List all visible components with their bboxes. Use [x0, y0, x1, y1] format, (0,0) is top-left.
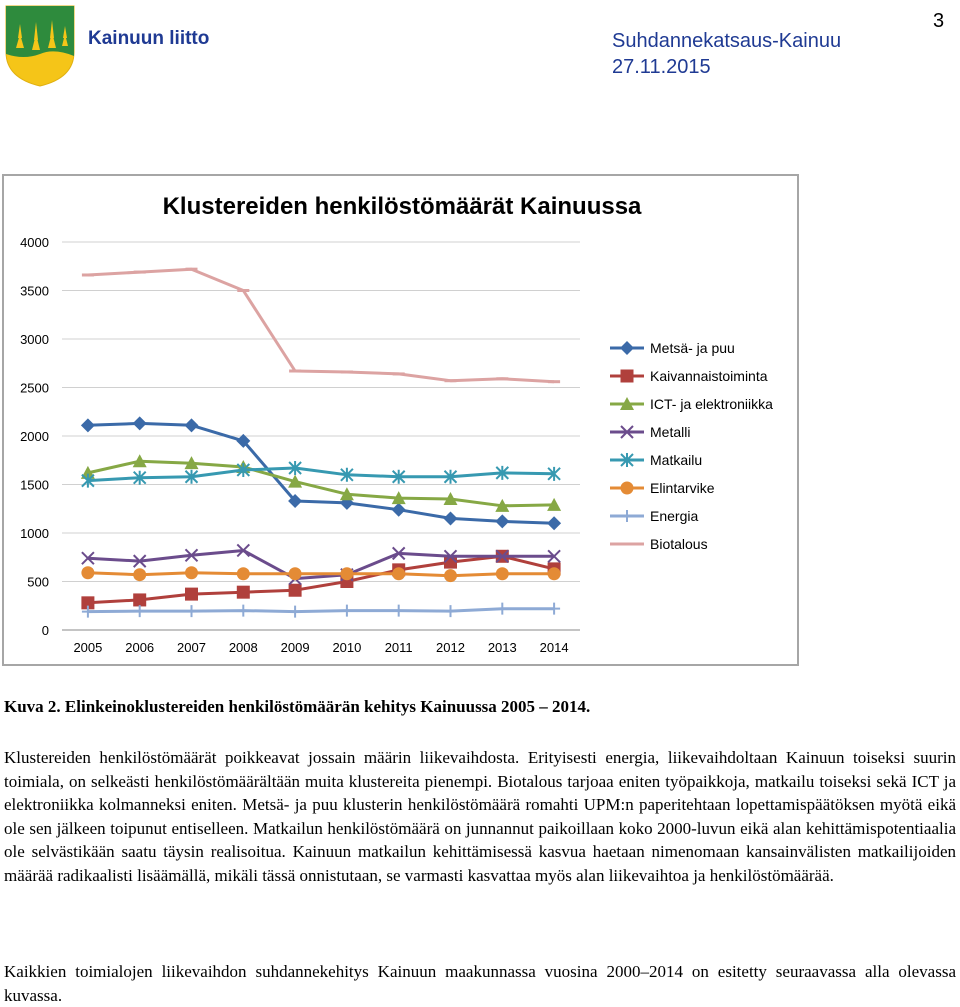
data-point-1-3 [237, 586, 250, 599]
coat-of-arms-logo [4, 4, 76, 88]
data-point-5-7 [444, 569, 457, 582]
data-point-6-8 [496, 603, 508, 615]
data-point-6-3 [237, 605, 249, 617]
data-point-6-1 [134, 605, 146, 617]
legend-marker-6 [621, 510, 633, 522]
x-tick-label: 2010 [332, 640, 362, 655]
data-point-6-2 [186, 605, 198, 617]
data-point-5-0 [81, 566, 94, 579]
line-chart [4, 176, 797, 664]
document-title-block [612, 28, 841, 80]
data-point-5-6 [392, 567, 405, 580]
legend-marker-5 [621, 482, 634, 495]
y-tick-label: 1000 [20, 526, 49, 541]
x-tick-label: 2009 [280, 640, 310, 655]
data-point-0-6 [392, 503, 406, 517]
y-tick-label: 0 [41, 623, 49, 638]
organization-name: Kainuun liitto [88, 28, 210, 49]
x-tick-label: 2012 [436, 640, 465, 655]
legend-marker-1 [621, 370, 634, 383]
x-tick-label: 2006 [125, 640, 155, 655]
data-point-6-9 [548, 603, 560, 615]
series-line-1 [88, 556, 554, 603]
x-tick-label: 2007 [177, 640, 206, 655]
data-point-0-1 [133, 416, 147, 430]
legend-label-2: ICT- ja elektroniikka [650, 396, 773, 412]
series-line-2 [88, 461, 554, 506]
legend-label-5: Elintarvike [650, 480, 715, 496]
legend-label-1: Kaivannaistoiminta [650, 368, 768, 384]
x-tick-label: 2011 [384, 640, 413, 655]
y-tick-label: 2500 [20, 380, 49, 396]
data-point-1-1 [133, 593, 146, 606]
data-point-6-7 [445, 605, 457, 617]
figure-caption: Kuva 2. Elinkeinoklustereiden henkilöstömäärän kehitys Kainuussa 2005 – 2014. [4, 697, 591, 716]
page-number: 3 [933, 10, 945, 32]
legend-label-3: Metalli [650, 424, 691, 440]
legend-label-7: Biotalous [650, 536, 708, 552]
data-point-5-8 [496, 567, 509, 580]
data-point-0-9 [547, 516, 561, 530]
data-point-5-1 [133, 568, 146, 581]
body-paragraph-1: Klustereiden henkilöstömäärät poikkeavat jossain määrin liikevaihdosta. Erityisesti energia, liikevaihdoltaan Kainuun toiseksi suurin toimiala, on selkeästi henkilöstömäärältään muita klustereita pienempi. Biotalous tarjoaa eniten työpaikkoja, matkailu toiseksi sekä ICT ja elektroniikka kolmanneksi eniten. Metsä- ja puu klusterin henkilöstömäärä romahti UPM:n paperitehtaan lopettamispäätöksen myötä eikä ole sen jälkeen toipunut entiselleen. Matkailun henkilöstömäärä on junnannut paikoillaan koko 2000-luvun eikä alan kehittämispotentiaalia ole selvästikään saatu täysin realisoitua. Kainuun matkailun kehittämisessä kasvua haetaan nimenomaan kansainvälisten matkailijoiden määrää radikaalisti lisäämällä, mikäli tässä onnistutaan, se varmasti kasvattaa myös alan liikevaihtoa ja henkilöstömäärää. [4, 748, 956, 885]
data-point-0-2 [185, 418, 199, 432]
legend-marker-0 [620, 341, 634, 355]
data-point-6-6 [393, 605, 405, 617]
data-point-0-8 [495, 514, 509, 528]
x-tick-label: 2008 [228, 640, 258, 655]
data-point-5-4 [289, 567, 302, 580]
legend-label-0: Metsä- ja puu [650, 340, 735, 356]
y-tick-label: 4000 [20, 235, 49, 250]
data-point-0-7 [444, 511, 458, 525]
data-point-5-3 [237, 567, 250, 580]
series-line-4 [88, 468, 554, 481]
x-tick-label: 2005 [73, 640, 103, 655]
data-point-5-9 [548, 567, 561, 580]
y-tick-label: 3500 [20, 283, 49, 299]
body-paragraph-2: Kaikkien toimialojen liikevaihdon suhdannekehitys Kainuun maakunnassa vuosina 2000–2014 on esitetty seuraavassa alla olevassa kuvassa. [4, 962, 956, 1005]
chart-frame [2, 174, 799, 666]
chart-title: Klustereiden henkilöstömäärät Kainuussa [162, 193, 642, 220]
data-point-1-4 [289, 584, 302, 597]
x-tick-label: 2014 [539, 640, 569, 655]
document-date: 27.11.2015 [612, 56, 711, 78]
data-point-1-2 [185, 588, 198, 601]
x-tick-label: 2013 [487, 640, 517, 655]
y-tick-label: 500 [27, 574, 49, 590]
data-point-5-2 [185, 566, 198, 579]
data-point-5-5 [340, 567, 353, 580]
y-tick-label: 2000 [20, 429, 49, 444]
data-point-6-5 [341, 605, 353, 617]
data-point-6-4 [289, 606, 301, 618]
document-title: Suhdannekatsaus-Kainuu [612, 30, 842, 52]
series-line-7 [88, 269, 554, 382]
y-tick-label: 3000 [20, 332, 49, 347]
y-tick-label: 1500 [20, 477, 49, 493]
legend-label-6: Energia [650, 508, 699, 524]
series-line-6 [88, 609, 554, 612]
legend-label-4: Matkailu [650, 452, 703, 468]
data-point-0-0 [81, 418, 95, 432]
